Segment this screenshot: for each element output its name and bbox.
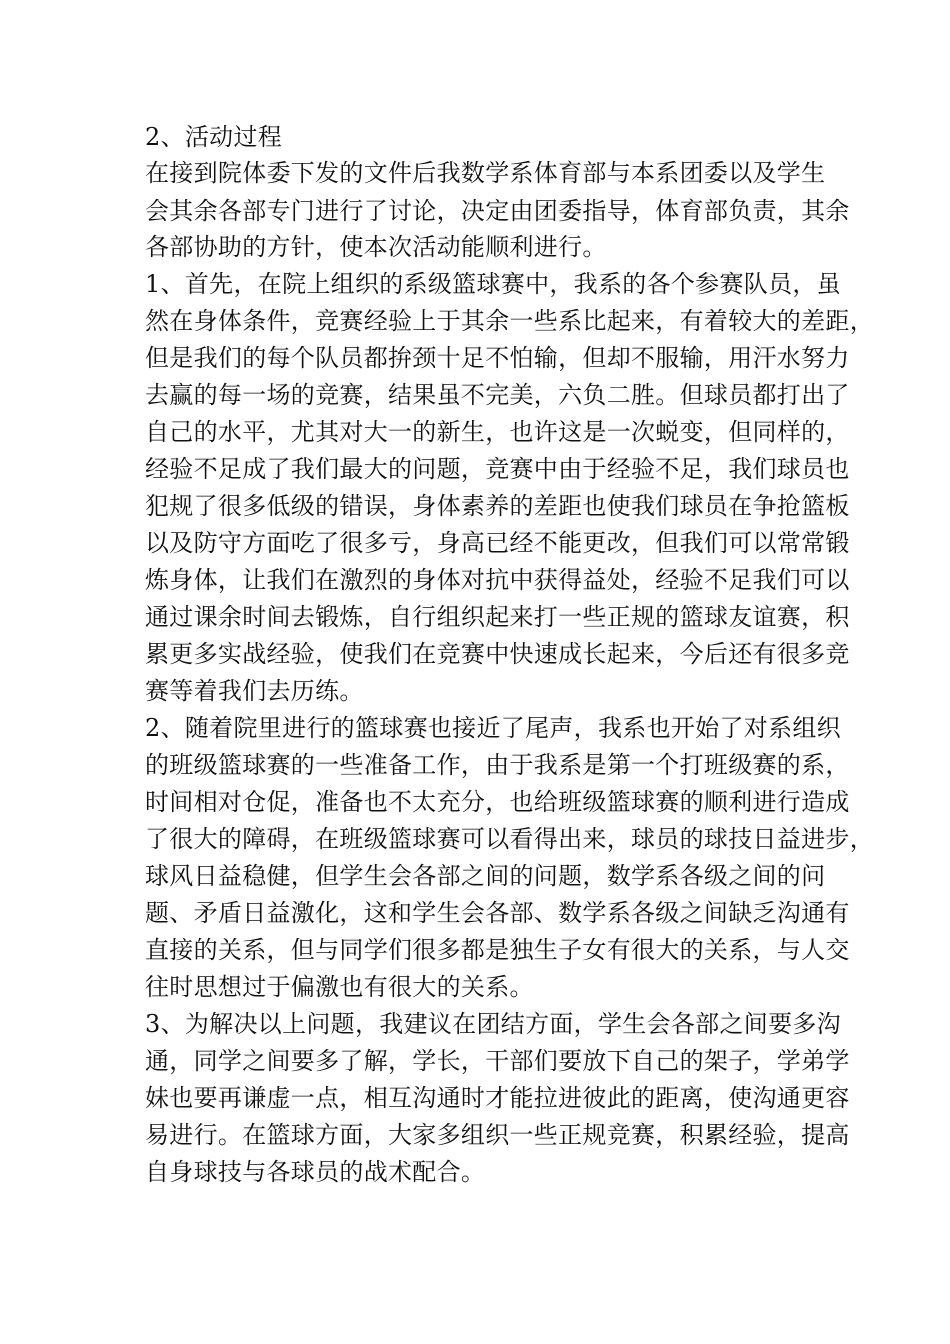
paragraph-line: 题、矛盾日益激化，这和学生会各部、数学系各级之间缺乏沟通有	[145, 899, 850, 927]
paragraph-line: 以及防守方面吃了很多亏，身高已经不能更改，但我们可以常常锻	[145, 529, 850, 557]
paragraph-line: 易进行。在篮球方面，大家多组织一些正规竞赛，积累经验，提高	[145, 1121, 850, 1149]
paragraph-line: 2、随着院里进行的篮球赛也接近了尾声，我系也开始了对系组织	[145, 714, 841, 742]
paragraph-line: 1、首先，在院上组织的系级篮球赛中，我系的各个参赛队员，虽	[145, 270, 841, 298]
paragraph-line: 通，同学之间要多了解，学长，干部们要放下自己的架子，学弟学	[145, 1047, 850, 1075]
paragraph-line: 炼身体，让我们在激烈的身体对抗中获得益处，经验不足我们可以	[145, 566, 850, 594]
paragraph-line: 但是我们的每个队员都拚颈十足不怕输，但却不服输，用汗水努力	[145, 344, 850, 372]
paragraph-line: 去赢的每一场的竞赛，结果虽不完美，六负二胜。但球员都打出了	[145, 381, 850, 409]
paragraph-line: 犯规了很多低级的错误，身体素养的差距也使我们球员在争抢篮板	[145, 492, 850, 520]
paragraph-line: 了很大的障碍，在班级篮球赛可以看得出来，球员的球技日益进步，	[145, 825, 874, 853]
paragraph-line: 时间相对仓促，准备也不太充分，也给班级篮球赛的顺利进行造成	[145, 788, 850, 816]
paragraph-line: 赛等着我们去历练。	[145, 677, 364, 705]
paragraph-line: 然在身体条件，竞赛经验上于其余一些系比起来，有着较大的差距，	[145, 307, 874, 335]
paragraph-line: 直接的关系，但与同学们很多都是独生子女有很大的关系，与人交	[145, 936, 850, 964]
paragraph-line: 累更多实战经验，使我们在竞赛中快速成长起来，今后还有很多竞	[145, 640, 850, 668]
paragraph-line: 在接到院体委下发的文件后我数学系体育部与本系团委以及学生	[145, 159, 826, 187]
paragraph-line: 通过课余时间去锻炼，自行组织起来打一些正规的篮球友谊赛，积	[145, 603, 850, 631]
paragraph-line: 球风日益稳健，但学生会各部之间的问题，数学系各级之间的问	[145, 862, 826, 890]
paragraph-line: 自身球技与各球员的战术配合。	[145, 1158, 486, 1186]
paragraph-line: 妹也要再谦虚一点，相互沟通时才能拉进彼此的距离，使沟通更容	[145, 1084, 850, 1112]
paragraph-line: 经验不足成了我们最大的问题，竞赛中由于经验不足，我们球员也	[145, 455, 850, 483]
paragraph-line: 各部协助的方针，使本次活动能顺利进行。	[145, 233, 607, 261]
paragraph-line: 的班级篮球赛的一些准备工作，由于我系是第一个打班级赛的系，	[145, 751, 850, 779]
paragraph-line: 自己的水平，尤其对大一的新生，也许这是一次蜕变，但同样的，	[145, 418, 850, 446]
paragraph-line: 会其余各部专门进行了讨论，决定由团委指导，体育部负责，其余	[145, 197, 850, 225]
paragraph-line: 3、为解决以上问题，我建议在团结方面，学生会各部之间要多沟	[145, 1010, 841, 1038]
section-heading: 2、活动过程	[145, 123, 283, 151]
paragraph-line: 往时思想过于偏激也有很大的关系。	[145, 973, 534, 1001]
